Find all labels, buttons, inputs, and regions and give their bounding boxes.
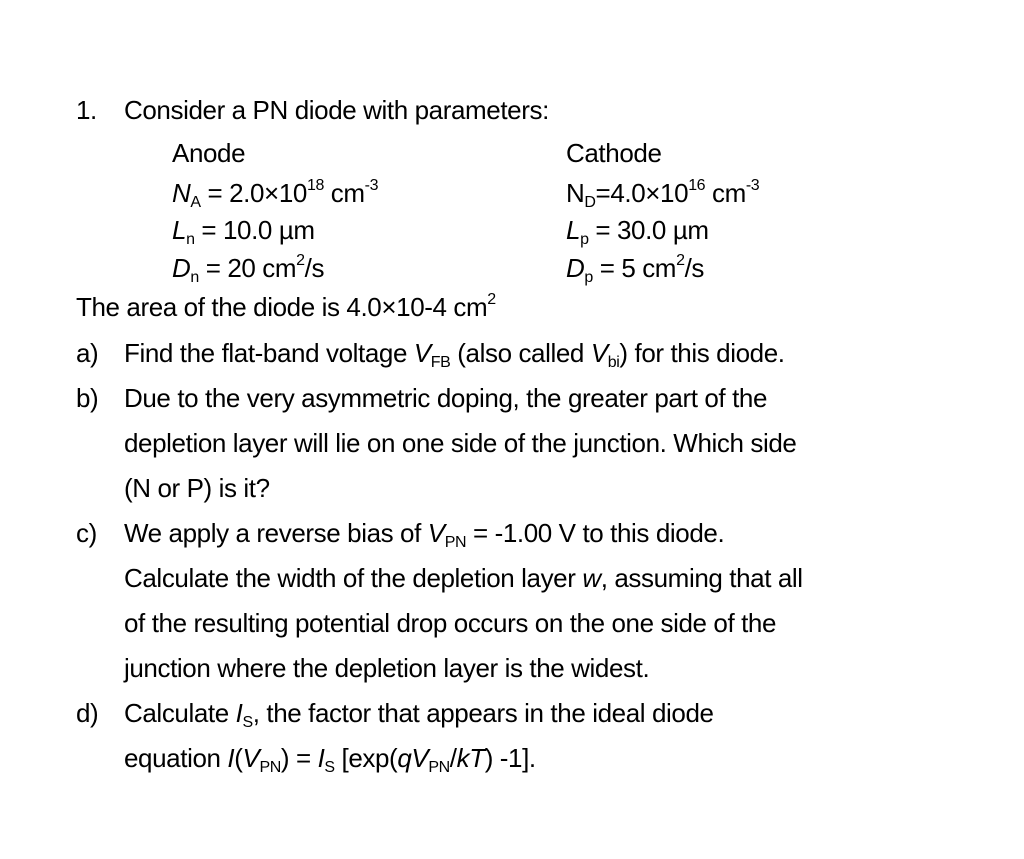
part-d-label: d) bbox=[76, 698, 99, 728]
param-Dp: $D_p = 5$ $cm^2/s$ bbox=[566, 252, 705, 286]
part-c-line-3: of the resulting potential drop occurs on the one side of the bbox=[124, 608, 777, 638]
part-b-line-3: (N or P) is it? bbox=[124, 473, 270, 503]
part-c bbox=[76, 518, 725, 551]
part-c-label: c) bbox=[76, 518, 97, 548]
param-Lp: $L_p = 30.0$ µm bbox=[566, 215, 709, 248]
part-b-label: b) bbox=[76, 383, 99, 413]
problem-intro-line bbox=[76, 95, 549, 125]
part-c-line-1: We apply a reverse bias of $V_{PN} = -1.00$ V to this diode. bbox=[124, 518, 725, 551]
problem-intro: Consider a PN diode with parameters: bbox=[124, 95, 549, 125]
param-ND: $N_D=4.0\times 10^{16}$ $cm^{-3}$ bbox=[566, 177, 760, 211]
param-Dn: $D_n = 20$ $cm^2/s$ bbox=[172, 252, 325, 286]
param-NA: $N_A = 2.0\times 10^{18}$ $cm^{-3}$ bbox=[172, 177, 379, 211]
problem-number: 1. bbox=[76, 95, 97, 125]
cathode-heading: Cathode bbox=[566, 138, 662, 168]
param-Ln: $L_n = 10.0$ µm bbox=[172, 215, 315, 248]
part-b bbox=[76, 383, 768, 413]
part-b-line-1: Due to the very asymmetric doping, the greater part of the bbox=[124, 383, 768, 413]
part-c-line-2: Calculate the width of the depletion layer w, assuming that all bbox=[124, 563, 803, 593]
anode-heading: Anode bbox=[172, 138, 246, 168]
part-b-line-2: depletion layer will lie on one side of the junction. Which side bbox=[124, 428, 797, 458]
part-d-line-1: Calculate $I_S$, the factor that appears in the ideal diode bbox=[124, 698, 714, 731]
part-a-label: a) bbox=[76, 338, 99, 368]
diode-area: The area of the diode is 4.0×10-4 $cm^2$ bbox=[76, 291, 496, 322]
part-c-line-4: junction where the depletion layer is the widest. bbox=[124, 653, 650, 683]
part-a-text: Find the flat-band voltage $V_{FB}$ (also called $V_{bi}$) for this diode. bbox=[124, 338, 785, 371]
part-d bbox=[76, 698, 714, 731]
part-d-line-2: equation $I(V_{PN}) = I_S$ [$\exp(qV_{PN}/kT)$ -1]. bbox=[124, 743, 536, 776]
part-a bbox=[76, 338, 785, 371]
